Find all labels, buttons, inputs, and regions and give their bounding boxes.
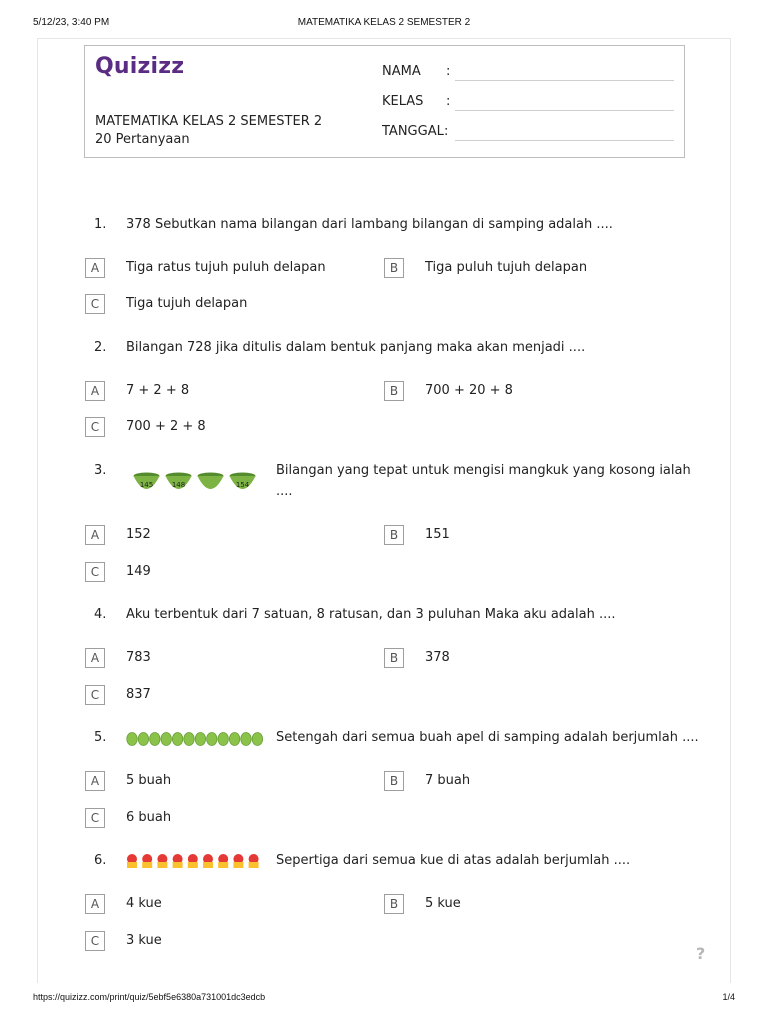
option-a-box[interactable]: A <box>85 381 105 401</box>
cake-row-icon <box>126 852 266 870</box>
option-text: 149 <box>126 564 151 579</box>
cake-base-icon <box>157 862 167 868</box>
option-b-box[interactable]: B <box>384 648 404 668</box>
option-c-box[interactable]: C <box>85 685 105 705</box>
apples-image <box>126 731 266 751</box>
option-b-box[interactable]: B <box>384 381 404 401</box>
apple-icon <box>241 733 251 746</box>
option-a-box[interactable]: A <box>85 648 105 668</box>
apple-icon <box>195 733 205 746</box>
apple-icon <box>161 733 171 746</box>
date-field <box>382 124 674 144</box>
option-text: 3 kue <box>126 933 162 948</box>
option-a-box[interactable]: A <box>85 771 105 791</box>
field-colon: : <box>446 94 451 109</box>
question-number: 5. <box>94 730 107 745</box>
cake-base-icon <box>127 862 137 868</box>
print-header <box>0 17 768 31</box>
option-text: 6 buah <box>126 810 172 825</box>
field-colon: : <box>446 64 451 79</box>
option-c-box[interactable]: C <box>85 417 105 437</box>
question-text: Bilangan yang tepat untuk mengisi mangkuk yang kosong ialah <box>276 463 691 478</box>
option-text: 152 <box>126 527 151 542</box>
option-text: 378 <box>425 650 450 665</box>
apple-icon <box>218 733 228 746</box>
option-text: 7 + 2 + 8 <box>126 383 190 398</box>
field-label: KELAS <box>382 94 424 109</box>
question-number: 4. <box>94 607 107 622</box>
option-text: Tiga puluh tujuh delapan <box>425 260 588 275</box>
option-text: Tiga tujuh delapan <box>126 296 248 311</box>
cake-base-icon <box>203 862 213 868</box>
field-colon: : <box>444 124 449 139</box>
question-number: 6. <box>94 853 107 868</box>
cakes-image <box>126 852 266 874</box>
bowl-number: 148 <box>171 481 186 489</box>
option-text: 837 <box>126 687 151 702</box>
option-text: 5 buah <box>126 773 172 788</box>
bowl-number: 145 <box>139 481 154 489</box>
cake-base-icon <box>173 862 183 868</box>
option-a-box[interactable]: A <box>85 525 105 545</box>
option-b-box[interactable]: B <box>384 525 404 545</box>
option-text: Tiga ratus tujuh puluh delapan <box>126 260 326 275</box>
apple-row-icon <box>126 731 266 747</box>
cake-base-icon <box>233 862 243 868</box>
apple-icon <box>150 733 160 746</box>
option-b-box[interactable]: B <box>384 894 404 914</box>
apple-icon <box>127 733 137 746</box>
apple-icon <box>184 733 194 746</box>
option-text: 5 kue <box>425 896 461 911</box>
worksheet-page <box>37 38 731 983</box>
name-field <box>382 64 674 84</box>
option-text: 700 + 2 + 8 <box>126 419 206 434</box>
page-number: 1/4 <box>722 992 735 1002</box>
field-line <box>455 140 674 141</box>
worksheet-header <box>84 45 685 158</box>
option-b-box[interactable]: B <box>384 258 404 278</box>
print-title: MATEMATIKA KELAS 2 SEMESTER 2 <box>297 17 471 28</box>
apple-icon <box>138 733 148 746</box>
field-line <box>455 110 674 111</box>
question-text-continued: .... <box>276 484 293 499</box>
help-icon[interactable]: ? <box>696 944 706 963</box>
option-c-box[interactable]: C <box>85 294 105 314</box>
bowl-image <box>133 472 160 494</box>
apple-icon <box>172 733 182 746</box>
question-text: Aku terbentuk dari 7 satuan, 8 ratusan, dan 3 puluhan Maka aku adalah .... <box>126 607 616 622</box>
cake-base-icon <box>218 862 228 868</box>
cake-base-icon <box>142 862 152 868</box>
option-c-box[interactable]: C <box>85 931 105 951</box>
bowl-image <box>165 472 192 494</box>
option-c-box[interactable]: C <box>85 808 105 828</box>
apple-icon <box>252 733 262 746</box>
option-text: 4 kue <box>126 896 162 911</box>
bowl-image <box>229 472 256 494</box>
field-line <box>455 80 674 81</box>
field-label: NAMA <box>382 64 421 79</box>
option-text: 700 + 20 + 8 <box>425 383 513 398</box>
apple-icon <box>207 733 217 746</box>
option-text: 783 <box>126 650 151 665</box>
option-c-box[interactable]: C <box>85 562 105 582</box>
print-datetime: 5/12/23, 3:40 PM <box>33 17 110 28</box>
cake-base-icon <box>188 862 198 868</box>
question-text: Setengah dari semua buah apel di samping adalah berjumlah .... <box>276 730 699 745</box>
print-url: https://quizizz.com/print/quiz/5ebf5e6380a731001dc3edcb <box>33 992 266 1002</box>
quizizz-logo: Quizizz <box>95 54 185 79</box>
question-number: 3. <box>94 463 107 478</box>
apple-icon <box>229 733 239 746</box>
option-a-box[interactable]: A <box>85 894 105 914</box>
empty-bowl-image <box>197 472 224 494</box>
class-field <box>382 94 674 114</box>
option-b-box[interactable]: B <box>384 771 404 791</box>
cake-base-icon <box>249 862 259 868</box>
option-a-box[interactable]: A <box>85 258 105 278</box>
bowl-number: 154 <box>235 481 250 489</box>
field-label: TANGGAL <box>382 124 444 139</box>
question-text: 378 Sebutkan nama bilangan dari lambang bilangan di samping adalah .... <box>126 217 613 232</box>
question-count: 20 Pertanyaan <box>95 132 190 147</box>
question-number: 2. <box>94 340 107 355</box>
question-number: 1. <box>94 217 107 232</box>
option-text: 151 <box>425 527 450 542</box>
quiz-title: MATEMATIKA KELAS 2 SEMESTER 2 <box>95 114 323 129</box>
question-text: Sepertiga dari semua kue di atas adalah berjumlah .... <box>276 853 631 868</box>
question-text: Bilangan 728 jika ditulis dalam bentuk panjang maka akan menjadi .... <box>126 340 586 355</box>
option-text: 7 buah <box>425 773 471 788</box>
